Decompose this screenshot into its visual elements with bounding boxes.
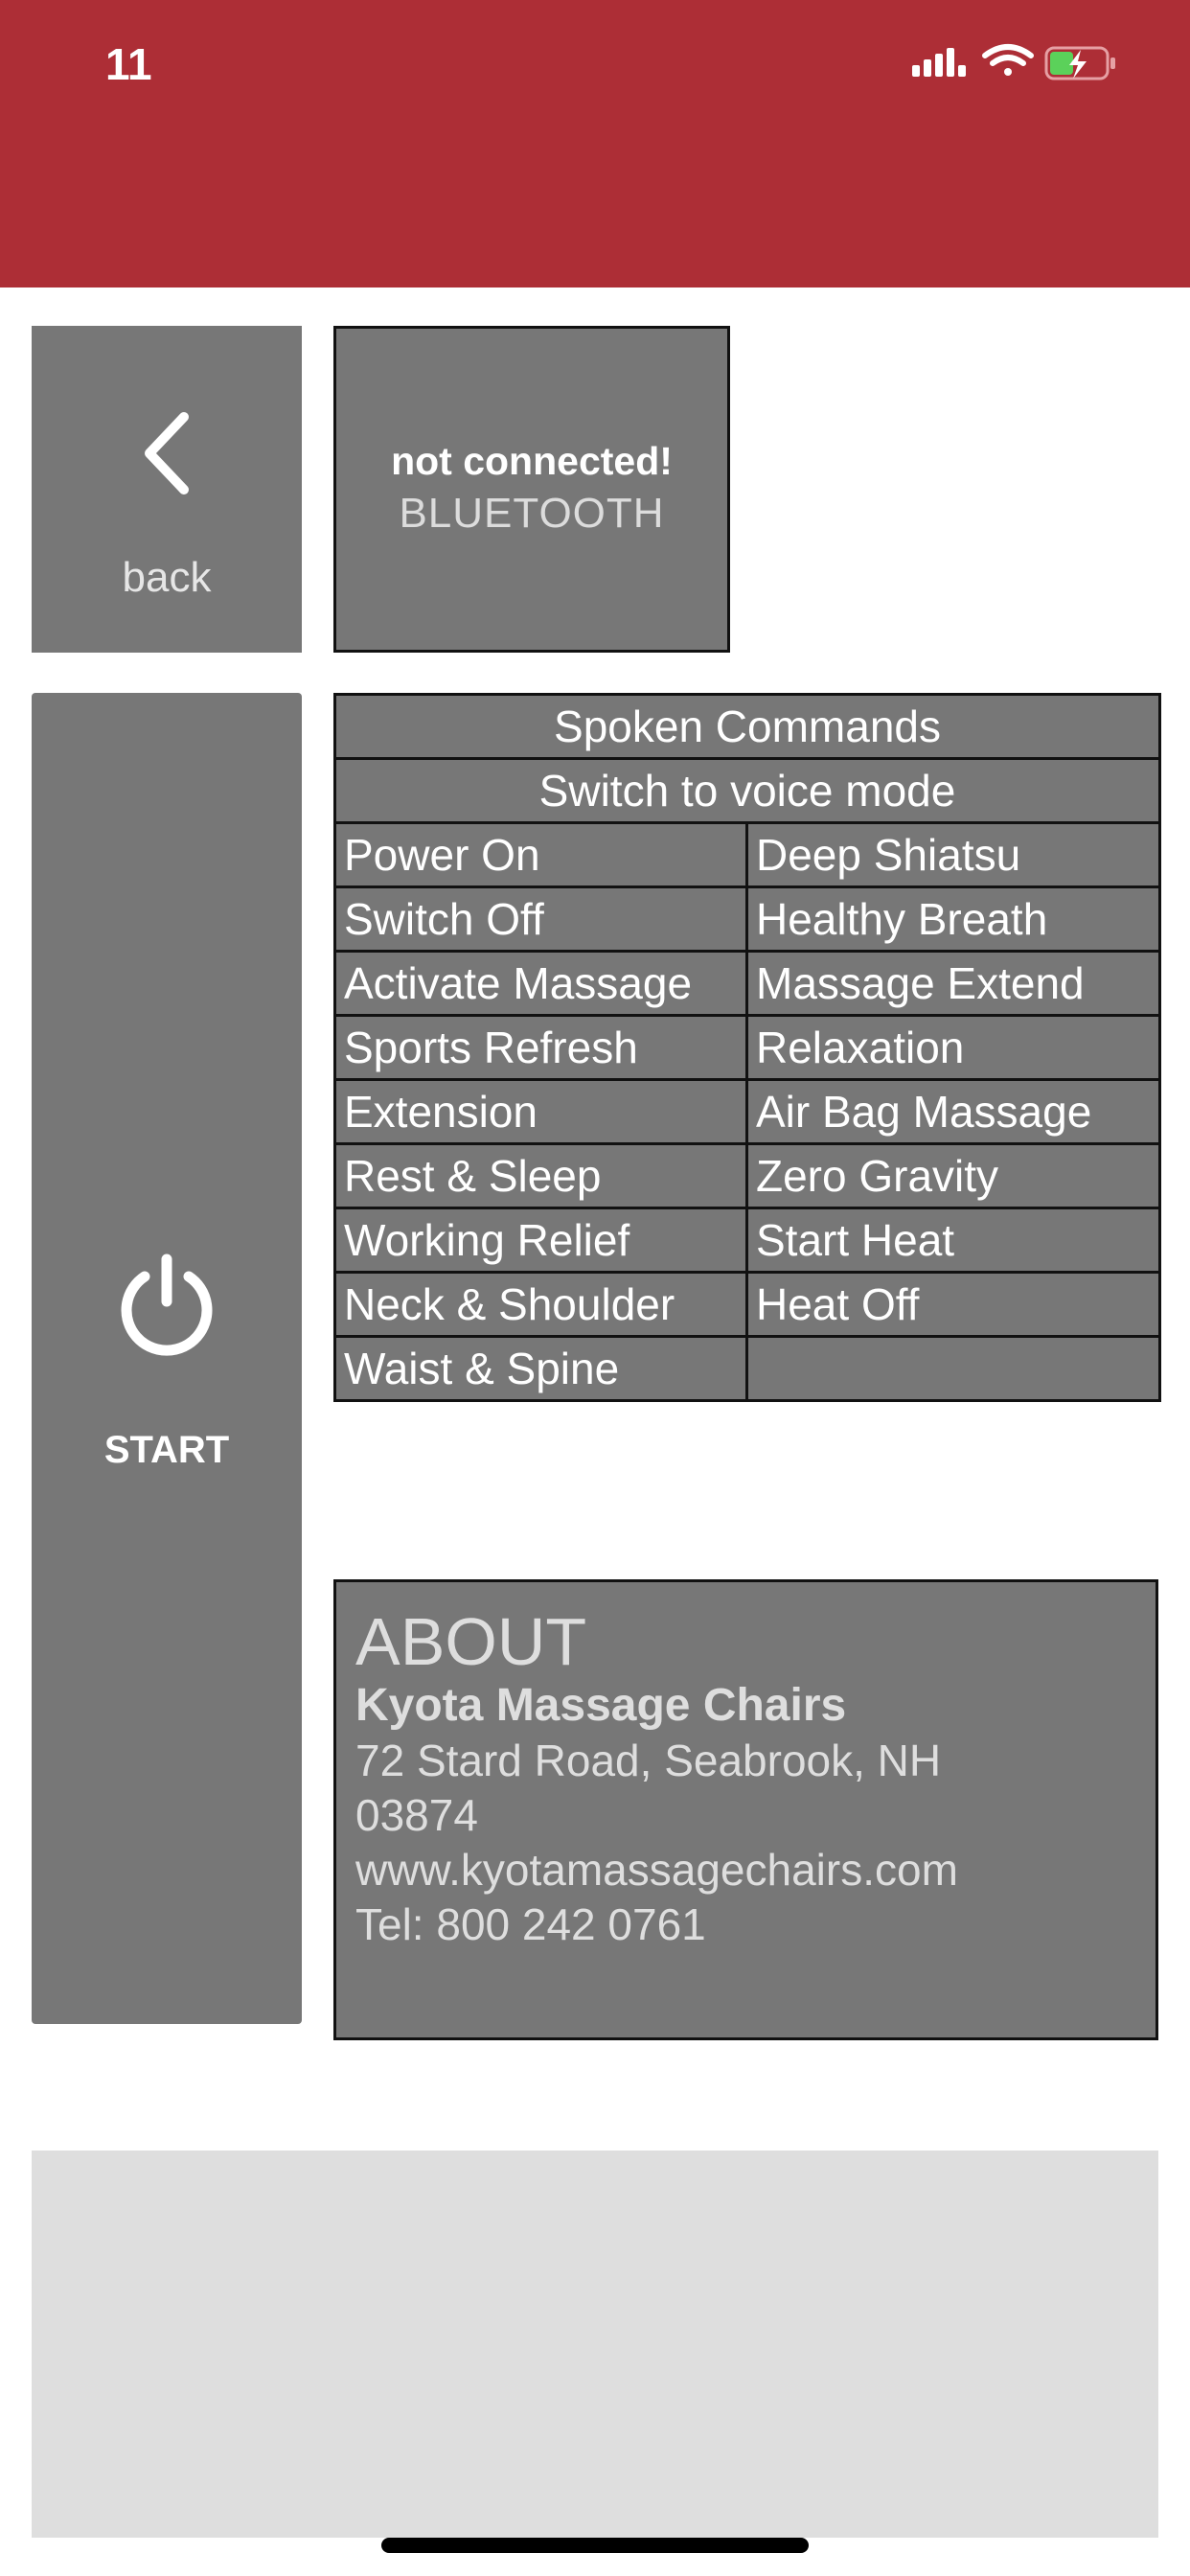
about-website-link[interactable]: www.kyotamassagechairs.com [355, 1845, 958, 1895]
about-title: ABOUT [355, 1604, 587, 1679]
status-bar [0, 0, 1190, 288]
command-cell: Deep Shiatsu [747, 823, 1160, 887]
about-company: Kyota Massage Chairs [355, 1680, 847, 1731]
command-cell: Relaxation [747, 1016, 1160, 1080]
cellular-signal-icon [912, 48, 966, 77]
command-cell: Activate Massage [335, 952, 747, 1016]
table-row [335, 823, 1160, 887]
command-cell: Heat Off [747, 1273, 1160, 1337]
table-row [335, 1016, 1160, 1080]
bluetooth-status: not connected! [391, 439, 673, 483]
ad-banner-placeholder [32, 2150, 1158, 2538]
table-row [335, 1273, 1160, 1337]
home-indicator[interactable] [381, 2538, 809, 2553]
command-cell: Neck & Shoulder [335, 1273, 747, 1337]
command-cell: Start Heat [747, 1208, 1160, 1273]
command-cell: Air Bag Massage [747, 1080, 1160, 1144]
command-cell: Zero Gravity [747, 1144, 1160, 1208]
command-cell: Switch Off [335, 887, 747, 952]
command-cell: Power On [335, 823, 747, 887]
table-row [335, 952, 1160, 1016]
table-row [335, 1337, 1160, 1401]
voice-mode-button[interactable]: Switch to voice mode [335, 759, 1160, 823]
table-row [335, 1080, 1160, 1144]
table-row [335, 1144, 1160, 1208]
command-cell: Sports Refresh [335, 1016, 747, 1080]
about-address-line1: 72 Stard Road, Seabrook, NH [355, 1736, 942, 1785]
command-cell: Massage Extend [747, 952, 1160, 1016]
power-icon [116, 1254, 217, 1359]
about-address-line2: 03874 [355, 1790, 478, 1840]
about-phone[interactable]: Tel: 800 242 0761 [355, 1899, 706, 1949]
command-cell [747, 1337, 1160, 1401]
about-panel [333, 1579, 1158, 2040]
command-cell: Working Relief [335, 1208, 747, 1273]
bluetooth-label: BLUETOOTH [399, 490, 665, 537]
back-label: back [122, 554, 212, 601]
back-button[interactable] [32, 326, 302, 653]
spoken-commands-table [333, 693, 1161, 1402]
table-row [335, 1208, 1160, 1273]
bluetooth-button[interactable] [333, 326, 730, 653]
start-button[interactable] [32, 693, 302, 2024]
commands-header: Spoken Commands [335, 695, 1160, 759]
start-label: START [103, 1429, 230, 1471]
table-row [335, 887, 1160, 952]
status-icons [912, 42, 1123, 86]
command-cell: Waist & Spine [335, 1337, 747, 1401]
chevron-left-icon [138, 407, 195, 499]
battery-charging-icon [1046, 48, 1115, 79]
command-cell: Extension [335, 1080, 747, 1144]
wifi-icon [985, 47, 1031, 76]
status-time: 11 [105, 39, 152, 89]
command-cell: Rest & Sleep [335, 1144, 747, 1208]
command-cell: Healthy Breath [747, 887, 1160, 952]
